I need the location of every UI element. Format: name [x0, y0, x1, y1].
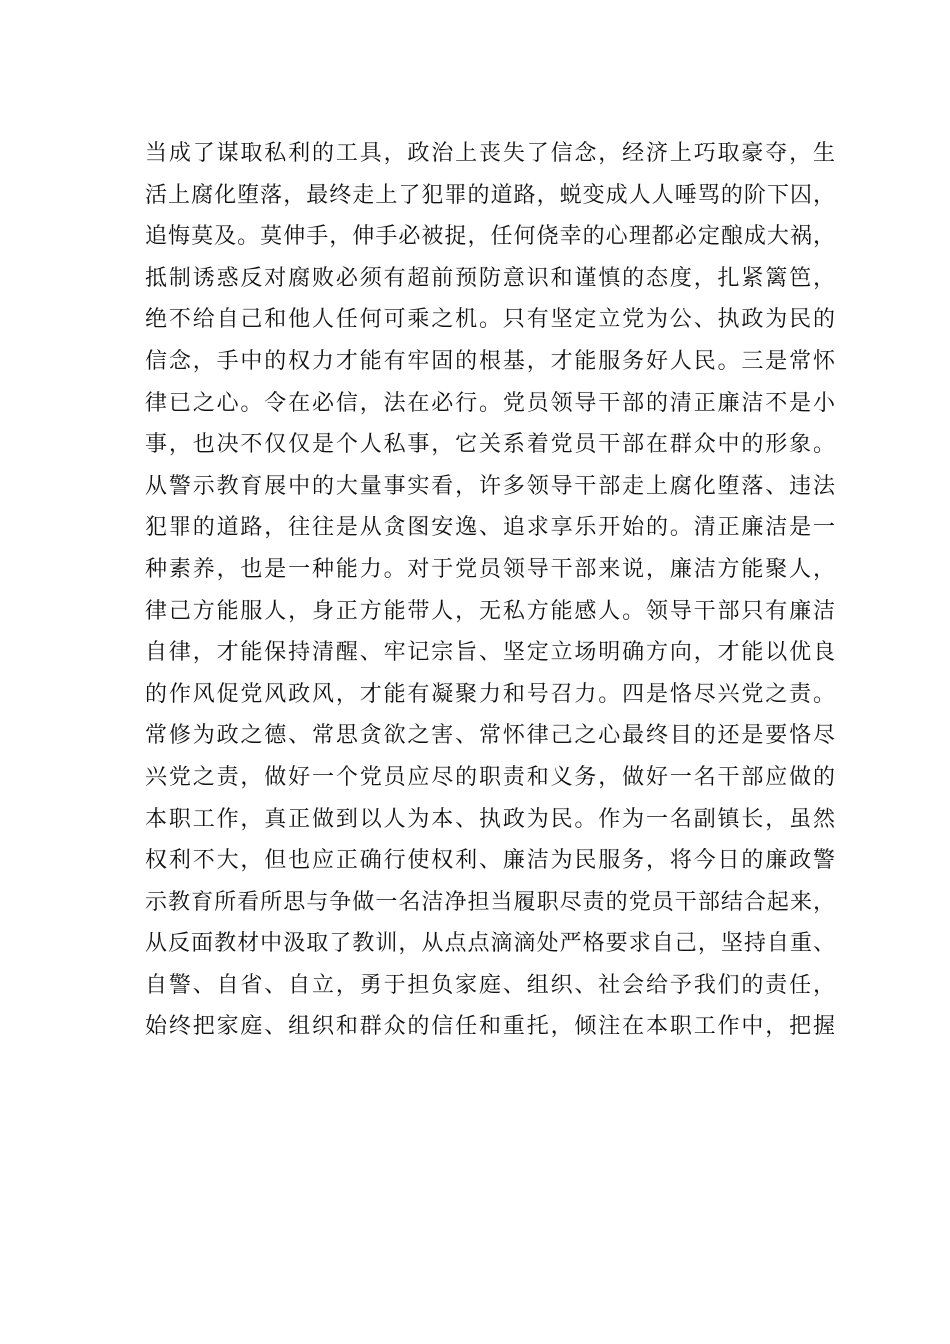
body-text — [145, 133, 835, 1048]
text-line-2: 活上腐化堕落，最终走上了犯罪的道路，蜕变成人人唾骂的阶下囚， — [145, 182, 835, 208]
text-line-4: 抵制诱惑反对腐败必须有超前预防意识和谨慎的态度，扎紧篱笆， — [145, 265, 835, 291]
text-line-5: 绝不给自己和他人任何可乘之机。只有坚定立党为公、执政为民的 — [145, 307, 835, 333]
text-line-15: 常修为政之德、常思贪欲之害、常怀律己之心最终目的还是要恪尽 — [145, 723, 835, 749]
text-line-20: 从反面教材中汲取了教训，从点点滴滴处严格要求自己，坚持自重、 — [145, 931, 835, 957]
text-line-8: 事，也决不仅仅是个人私事，它关系着党员干部在群众中的形象。 — [145, 432, 835, 458]
text-line-6: 信念，手中的权力才能有牢固的根基，才能服务好人民。三是常怀 — [145, 348, 835, 374]
text-line-14: 的作风促党风政风，才能有凝聚力和号召力。四是恪尽兴党之责。 — [145, 681, 835, 707]
text-line-18: 权利不大，但也应正确行使权利、廉洁为民服务，将今日的廉政警 — [145, 848, 835, 874]
text-line-12: 律己方能服人，身正方能带人，无私方能感人。领导干部只有廉洁 — [145, 598, 835, 624]
text-line-9: 从警示教育展中的大量事实看，许多领导干部走上腐化堕落、违法 — [145, 473, 835, 499]
text-line-21: 自警、自省、自立，勇于担负家庭、组织、社会给予我们的责任， — [145, 972, 835, 998]
text-line-16: 兴党之责，做好一个党员应尽的职责和义务，做好一名干部应做的 — [145, 764, 835, 790]
text-line-13: 自律，才能保持清醒、牢记宗旨、坚定立场明确方向，才能以优良 — [145, 640, 835, 666]
text-line-11: 种素养，也是一种能力。对于党员领导干部来说，廉洁方能聚人， — [145, 556, 835, 582]
text-line-19: 示教育所看所思与争做一名洁净担当履职尽责的党员干部结合起来， — [145, 889, 835, 915]
text-line-7: 律已之心。令在必信，法在必行。党员领导干部的清正廉洁不是小 — [145, 390, 835, 416]
text-line-3: 追悔莫及。莫伸手，伸手必被捉，任何侥幸的心理都必定酿成大祸， — [145, 224, 835, 250]
text-line-1: 当成了谋取私利的工具，政治上丧失了信念，经济上巧取豪夺，生 — [145, 141, 835, 166]
text-line-10: 犯罪的道路，往往是从贪图安逸、追求享乐开始的。清正廉洁是一 — [145, 515, 835, 541]
text-line-22: 始终把家庭、组织和群众的信任和重托，倾注在本职工作中，把握 — [145, 1014, 835, 1040]
text-line-17: 本职工作，真正做到以人为本、执政为民。作为一名副镇长，虽然 — [145, 806, 835, 832]
